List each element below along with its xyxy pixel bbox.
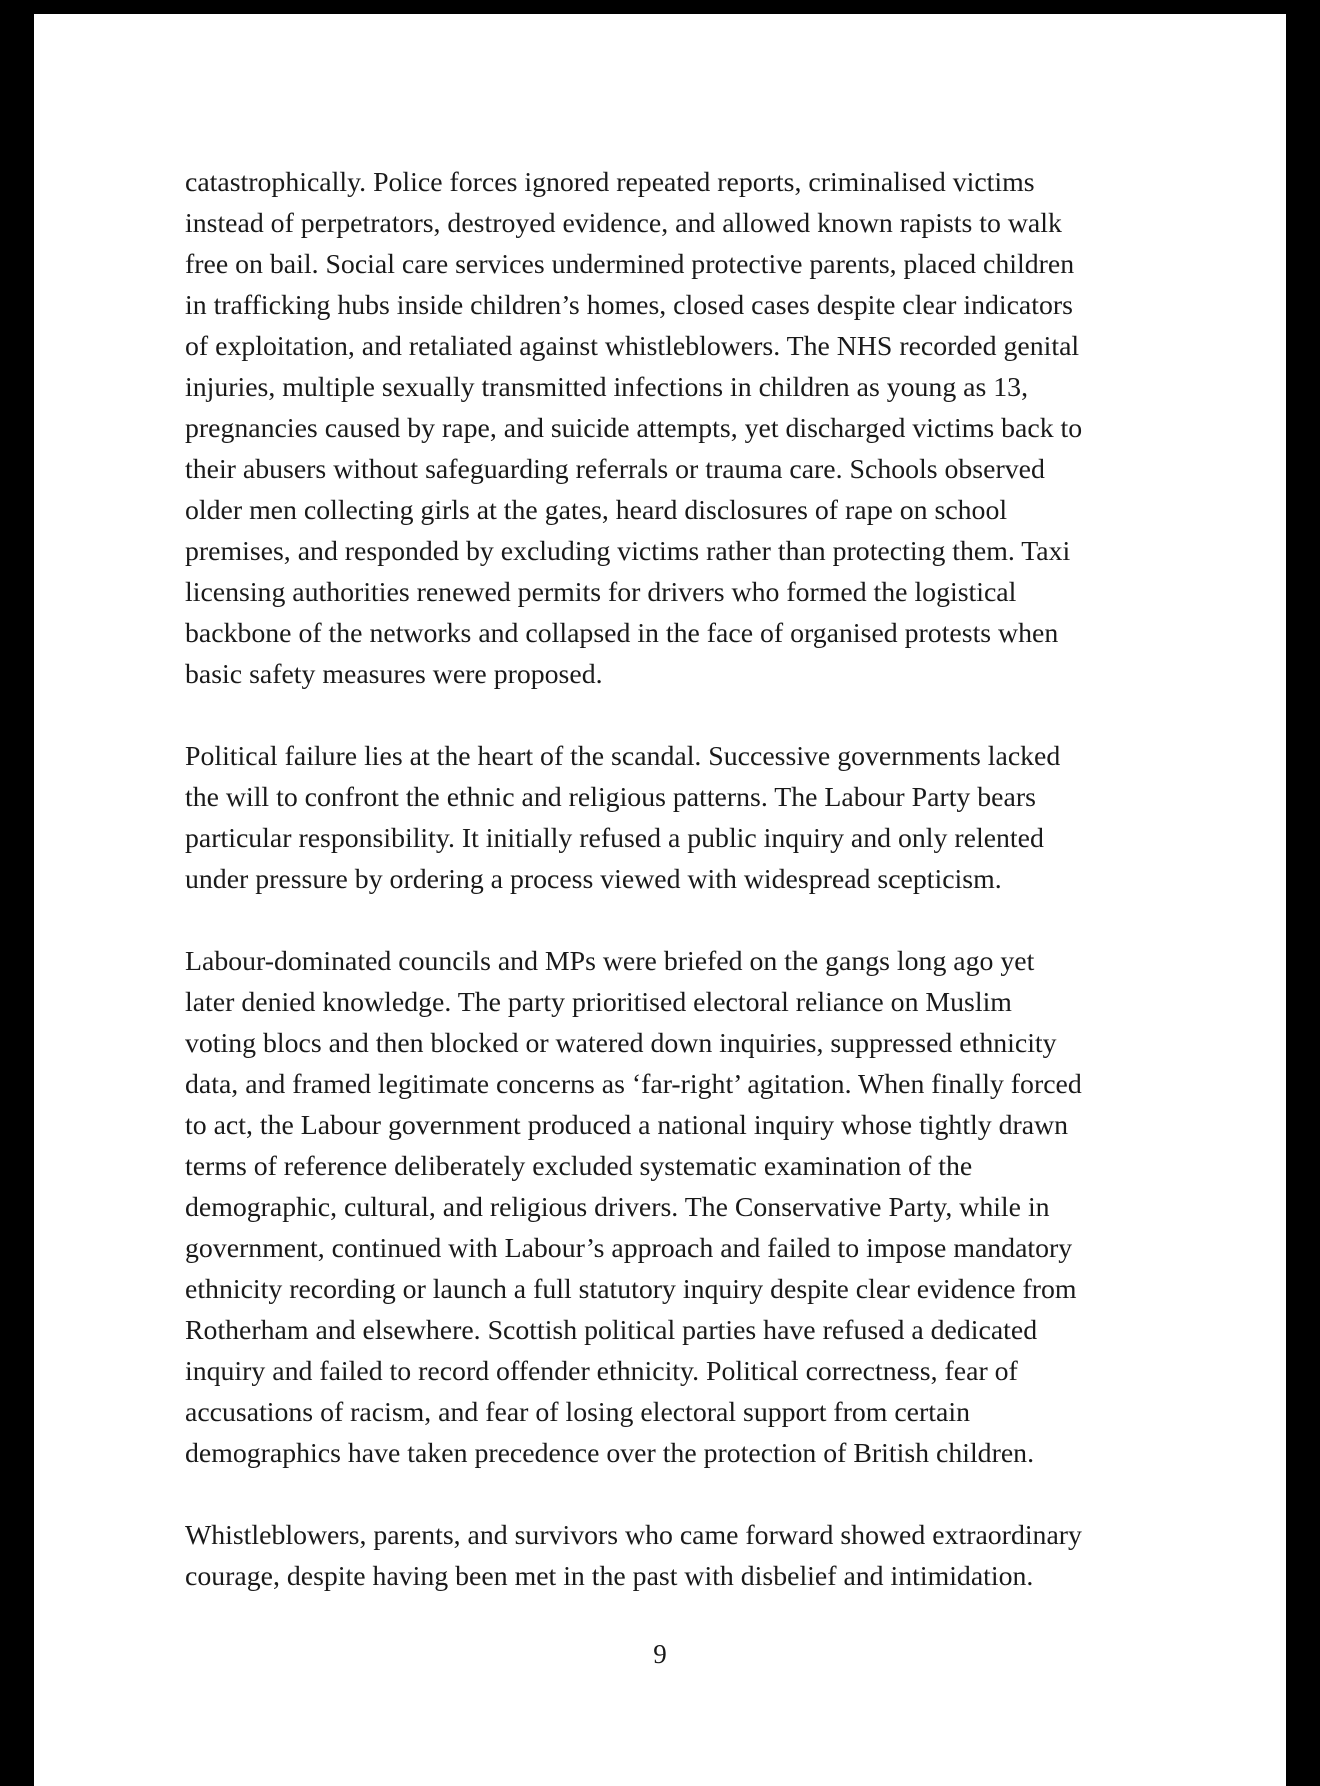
paragraph — [185, 941, 1185, 1474]
text-line: to act, the Labour government produced a national inquiry whose tightly drawn — [185, 1110, 1069, 1141]
text-line: government, continued with Labour’s approach and failed to impose mandatory — [185, 1233, 1073, 1264]
page-number: 9 — [653, 1639, 667, 1669]
paragraph — [185, 736, 1185, 900]
text-line: particular responsibility. It initially refused a public inquiry and only relented — [185, 823, 1044, 854]
text-line: demographic, cultural, and religious drivers. The Conservative Party, while in — [185, 1192, 1050, 1223]
text-line: of exploitation, and retaliated against whistleblowers. The NHS recorded genital — [185, 331, 1080, 362]
text-line: voting blocs and then blocked or watered down inquiries, suppressed ethnicity — [185, 1028, 1057, 1059]
text-line: Political failure lies at the heart of the scandal. Successive governments lacked — [185, 741, 1061, 772]
text-line: instead of perpetrators, destroyed evidence, and allowed known rapists to walk — [185, 208, 1062, 239]
text-line: later denied knowledge. The party prioritised electoral reliance on Muslim — [185, 987, 1012, 1018]
text-line: injuries, multiple sexually transmitted infections in children as young as 13, — [185, 372, 1029, 403]
text-line: accusations of racism, and fear of losing electoral support from certain — [185, 1397, 970, 1428]
text-line: inquiry and failed to record offender ethnicity. Political correctness, fear of — [185, 1356, 1018, 1387]
text-line: data, and framed legitimate concerns as ‘far-right’ agitation. When finally forced — [185, 1069, 1082, 1100]
text-line: licensing authorities renewed permits for drivers who formed the logistical — [185, 577, 1017, 608]
text-line: free on bail. Social care services undermined protective parents, placed children — [185, 249, 1075, 280]
paragraph — [185, 1515, 1185, 1597]
text-line: basic safety measures were proposed. — [185, 659, 603, 690]
text-line: in trafficking hubs inside children’s homes, closed cases despite clear indicators — [185, 290, 1073, 321]
text-line: courage, despite having been met in the past with disbelief and intimidation. — [185, 1561, 1034, 1592]
text-line: Rotherham and elsewhere. Scottish political parties have refused a dedicated — [185, 1315, 1038, 1346]
text-line: backbone of the networks and collapsed in the face of organised protests when — [185, 618, 1059, 649]
text-line: pregnancies caused by rape, and suicide attempts, yet discharged victims back to — [185, 413, 1083, 444]
text-line: their abusers without safeguarding referrals or trauma care. Schools observed — [185, 454, 1045, 485]
text-line: demographics have taken precedence over the protection of British children. — [185, 1438, 1035, 1469]
text-line: Labour-dominated councils and MPs were briefed on the gangs long ago yet — [185, 946, 1035, 977]
body-text — [185, 162, 1185, 1638]
text-line: Whistleblowers, parents, and survivors who came forward showed extraordinary — [185, 1520, 1082, 1551]
text-line: the will to confront the ethnic and religious patterns. The Labour Party bears — [185, 782, 1036, 813]
text-line: older men collecting girls at the gates, heard disclosures of rape on school — [185, 495, 1008, 526]
text-line: under pressure by ordering a process viewed with widespread scepticism. — [185, 864, 1002, 895]
document-page — [34, 14, 1286, 1786]
text-line: premises, and responded by excluding victims rather than protecting them. Taxi — [185, 536, 1071, 567]
paragraph — [185, 162, 1185, 695]
text-line: catastrophically. Police forces ignored repeated reports, criminalised victims — [185, 167, 1035, 198]
text-line: ethnicity recording or launch a full statutory inquiry despite clear evidence from — [185, 1274, 1077, 1305]
text-line: terms of reference deliberately excluded systematic examination of the — [185, 1151, 973, 1182]
